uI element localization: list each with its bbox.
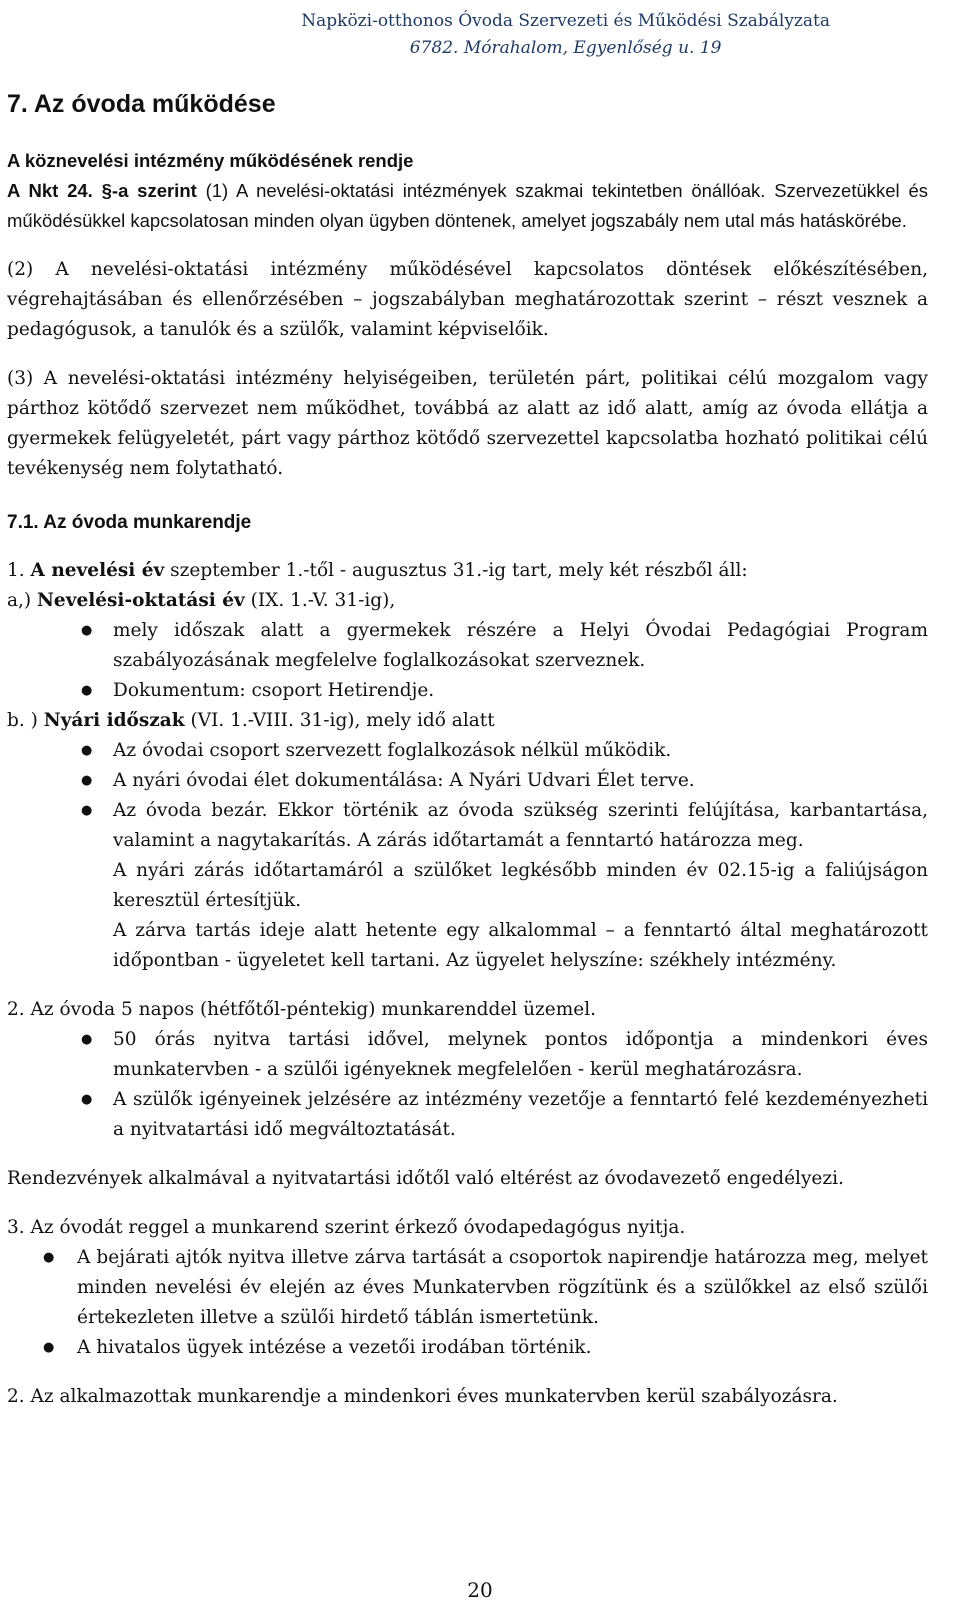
closure-line-1: ● Az óvoda bezár. Ekkor történik az óvoda szükség szerinti felújítása, karbantartása, valamint a nagytakarítás. A zárás időtartamát a fenntartó határozza meg. [113,800,928,851]
item1a-line [7,586,928,616]
item1a-prefix: a,) [7,590,38,611]
list-item: ● A hivatalos ügyek intézése a vezetői irodában történik. [7,1333,928,1363]
intro-paragraph-1 [7,176,928,236]
item1a-bullets [7,616,928,706]
intro-paragraph-1-text: (1) A nevelési-oktatási intézmények szakmai tekintetben önállóak. Szervezetükkel és működésükkel kapcsolatosan minden olyan ügyben döntenek, amelyet jogszabály nem utal más hatáskörébe. [7,180,928,231]
intro-paragraph-2: (2) A nevelési-oktatási intézmény működésével kapcsolatos döntések előkészítésében, végrehajtásában és ellenőrzésében – jogszabályban meghatározottak szerint – részt vesznek a pedagógusok, a tanulók és a szülők, valamint képviselőik. [7,259,928,340]
header-title: Napközi-otthonos Óvoda Szervezeti és Működési Szabályzata [301,11,830,31]
item1b-bullets [7,736,928,976]
list-item: ● A szülők igényeinek jelzésére az intézmény vezetője a fenntartó felé kezdeményezheti a nyitvatartási idő megváltoztatását. [7,1085,928,1145]
item1a-rest: (IX. 1.-V. 31-ig), [244,590,396,611]
intro-heading: A köznevelési intézmény működésének rendje [7,150,414,171]
list-item: ● mely időszak alatt a gyermekek részére a Helyi Óvodai Pedagógiai Program szabályozásának megfelelve foglalkozásokat szerveznek. [7,616,928,676]
law-reference: A Nkt 24. §-a szerint [7,180,197,201]
item3-line: 3. Az óvodát reggel a munkarend szerint érkező óvodapedagógus nyitja. [7,1217,686,1238]
list-item: ● Dokumentum: csoport Hetirendje. [7,676,928,706]
item3-bullets [7,1243,928,1363]
item2-line: 2. Az óvoda 5 napos (hétfőtől-péntekig) munkarenddel üzemel. [7,999,596,1020]
item1-rest: szeptember 1.-től - augusztus 31.-ig tart, mely két részből áll: [164,560,748,581]
list-item: ● A nyári óvodai élet dokumentálása: A Nyári Udvari Élet terve. [7,766,928,796]
list-item: ● A bejárati ajtók nyitva illetve zárva tartását a csoportok napirendje határozza meg, melyet minden nevelési év elején az éves Munkatervben rögzítünk és a szülőkkel az első szülői értekezleten illetve a szülői hirdető táblán ismertetünk. [7,1243,928,1333]
page-header [301,8,830,62]
intro-paragraph-3: (3) A nevelési-oktatási intézmény helyiségeiben, területén párt, politikai célú mozgalom vagy párthoz kötődő szervezet nem működhet, továbbá az alatt az idő alatt, amíg az óvoda ellátja a gyermekek felügyeletét, párt vagy párthoz kötődő szervezettel kapcsolatba hozható politikai célú tevékenység nem folytatható. [7,368,928,479]
list-item: ● Az óvodai csoport szervezett foglalkozások nélkül működik. [7,736,928,766]
header-address: 6782. Mórahalom, Egyenlőség u. 19 [409,38,722,58]
item4-line: 2. Az alkalmazottak munkarendje a mindenkori éves munkatervben kerül szabályozásra. [7,1386,838,1407]
spacer [7,1145,928,1164]
spacer [7,1363,928,1382]
spacer [7,976,928,995]
closure-line-3: A zárva tartás ideje alatt hetente egy alkalommal – a fenntartó által meghatározott időpontban - ügyeletet kell tartani. Az ügyelet helyszíne: székhely intézmény. [113,920,928,971]
item1a-bold: Nevelési-oktatási év [37,590,245,611]
item2-bullets [7,1025,928,1145]
item1b-line [7,706,928,736]
item1-bold: A nevelési év [30,560,165,581]
item1b-prefix: b. ) [7,710,44,731]
document-body [7,80,928,1412]
item1-number: 1. [7,560,31,581]
section-title: 7. Az óvoda működése [7,90,276,118]
list-item [7,796,928,976]
item1b-rest: (VI. 1.-VIII. 31-ig), mely idő alatt [184,710,495,731]
page-number: 20 [467,1578,493,1602]
item1b-bold: Nyári időszak [43,710,185,731]
closure-line-2: A nyári zárás időtartamáról a szülőket legkésőbb minden év 02.15-ig a faliújságon keresztül értesítjük. [113,860,928,911]
list-item: ● 50 órás nyitva tartási idővel, melynek pontos időpontja a mindenkori éves munkatervben - a szülői igényeknek megfelelően - kerül meghatározásra. [7,1025,928,1085]
events-note: Rendezvények alkalmával a nyitvatartási időtől való eltérést az óvodavezető engedélyezi. [7,1168,844,1189]
subsection-title: 7.1. Az óvoda munkarendje [7,512,252,533]
item1-line [7,556,928,586]
